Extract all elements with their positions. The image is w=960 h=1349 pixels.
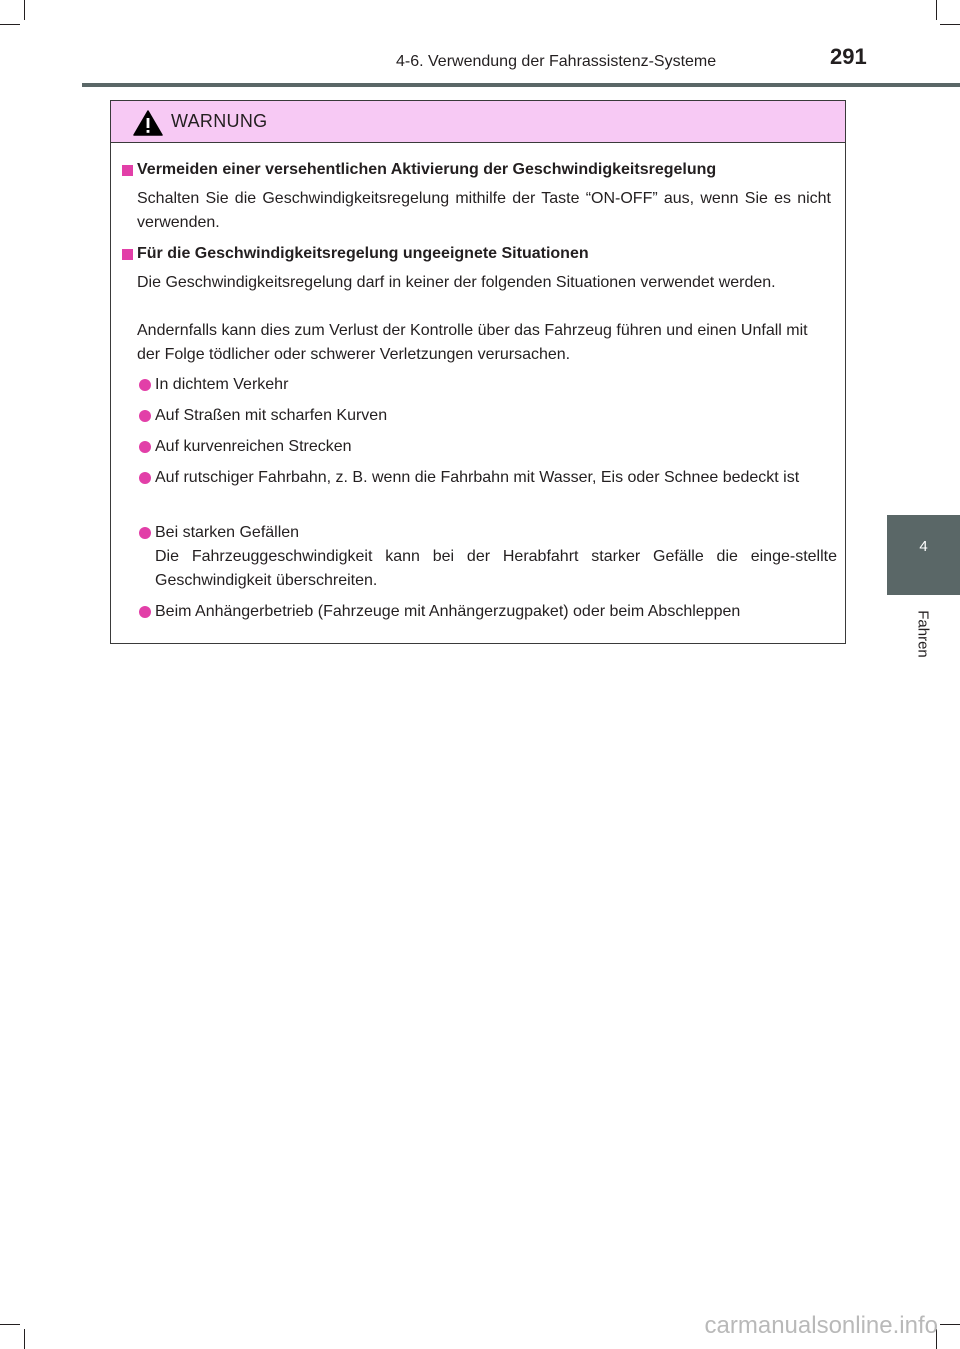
crop-mark — [940, 1324, 960, 1325]
section-text: Andernfalls kann dies zum Verlust der Kontrolle über das Fahrzeug führen und einen Unfall mit der Folge tödlicher oder schwerer Verletzungen verursachen. — [137, 322, 808, 363]
section-title: 4-6. Verwendung der Fahrassistenz-Systeme — [396, 53, 717, 70]
square-bullet-icon — [122, 249, 133, 260]
list-item-note: Die Fahrzeuggeschwindigkeit kann bei der Herabfahrt starker Gefälle die einge-stellte Geschwindigkeit überschreiten. — [155, 548, 837, 589]
warning-box — [110, 100, 846, 644]
warning-triangle-icon — [133, 110, 163, 136]
chapter-tab — [887, 515, 960, 595]
crop-mark — [936, 0, 937, 20]
list-item: Auf kurvenreichen Strecken — [155, 438, 352, 455]
list-item: Auf rutschiger Fahrbahn, z. B. wenn die Fahrbahn mit Wasser, Eis oder Schnee bedeckt ist — [155, 469, 800, 486]
header-rule — [82, 83, 960, 87]
list-item: Beim Anhängerbetrieb (Fahrzeuge mit Anhängerzugpaket) oder beim Abschleppen — [155, 603, 741, 620]
section-text: Die Geschwindigkeitsregelung darf in keiner der folgenden Situationen verwendet werden. — [137, 274, 776, 291]
crop-mark — [24, 1329, 25, 1349]
warning-title: WARNUNG — [171, 111, 268, 131]
crop-mark — [24, 0, 25, 20]
round-bullet-icon — [139, 472, 151, 484]
crop-mark — [940, 24, 960, 25]
page-number: 291 — [830, 44, 867, 69]
list-item: Auf Straßen mit scharfen Kurven — [155, 407, 388, 424]
chapter-label: Fahren — [914, 610, 932, 658]
crop-mark — [0, 1324, 20, 1325]
list-item: In dichtem Verkehr — [155, 376, 289, 393]
square-bullet-icon — [122, 165, 133, 176]
round-bullet-icon — [139, 441, 151, 453]
warning-header — [111, 101, 845, 143]
warning-content — [111, 142, 845, 643]
round-bullet-icon — [139, 379, 151, 391]
section-text: Schalten Sie die Geschwindigkeitsregelung mithilfe der Taste “ON-OFF” aus, wenn Sie es nicht verwenden. — [137, 190, 831, 231]
round-bullet-icon — [139, 410, 151, 422]
round-bullet-icon — [139, 527, 151, 539]
section-heading: Vermeiden einer versehentlichen Aktivierung der Geschwindigkeitsregelung — [137, 161, 717, 178]
round-bullet-icon — [139, 606, 151, 618]
list-item: Bei starken Gefällen — [155, 524, 300, 541]
section-heading: Für die Geschwindigkeitsregelung ungeeignete Situationen — [137, 245, 589, 262]
watermark: carmanualsonline.info — [704, 1312, 938, 1339]
chapter-number: 4 — [919, 538, 928, 555]
crop-mark — [0, 24, 20, 25]
